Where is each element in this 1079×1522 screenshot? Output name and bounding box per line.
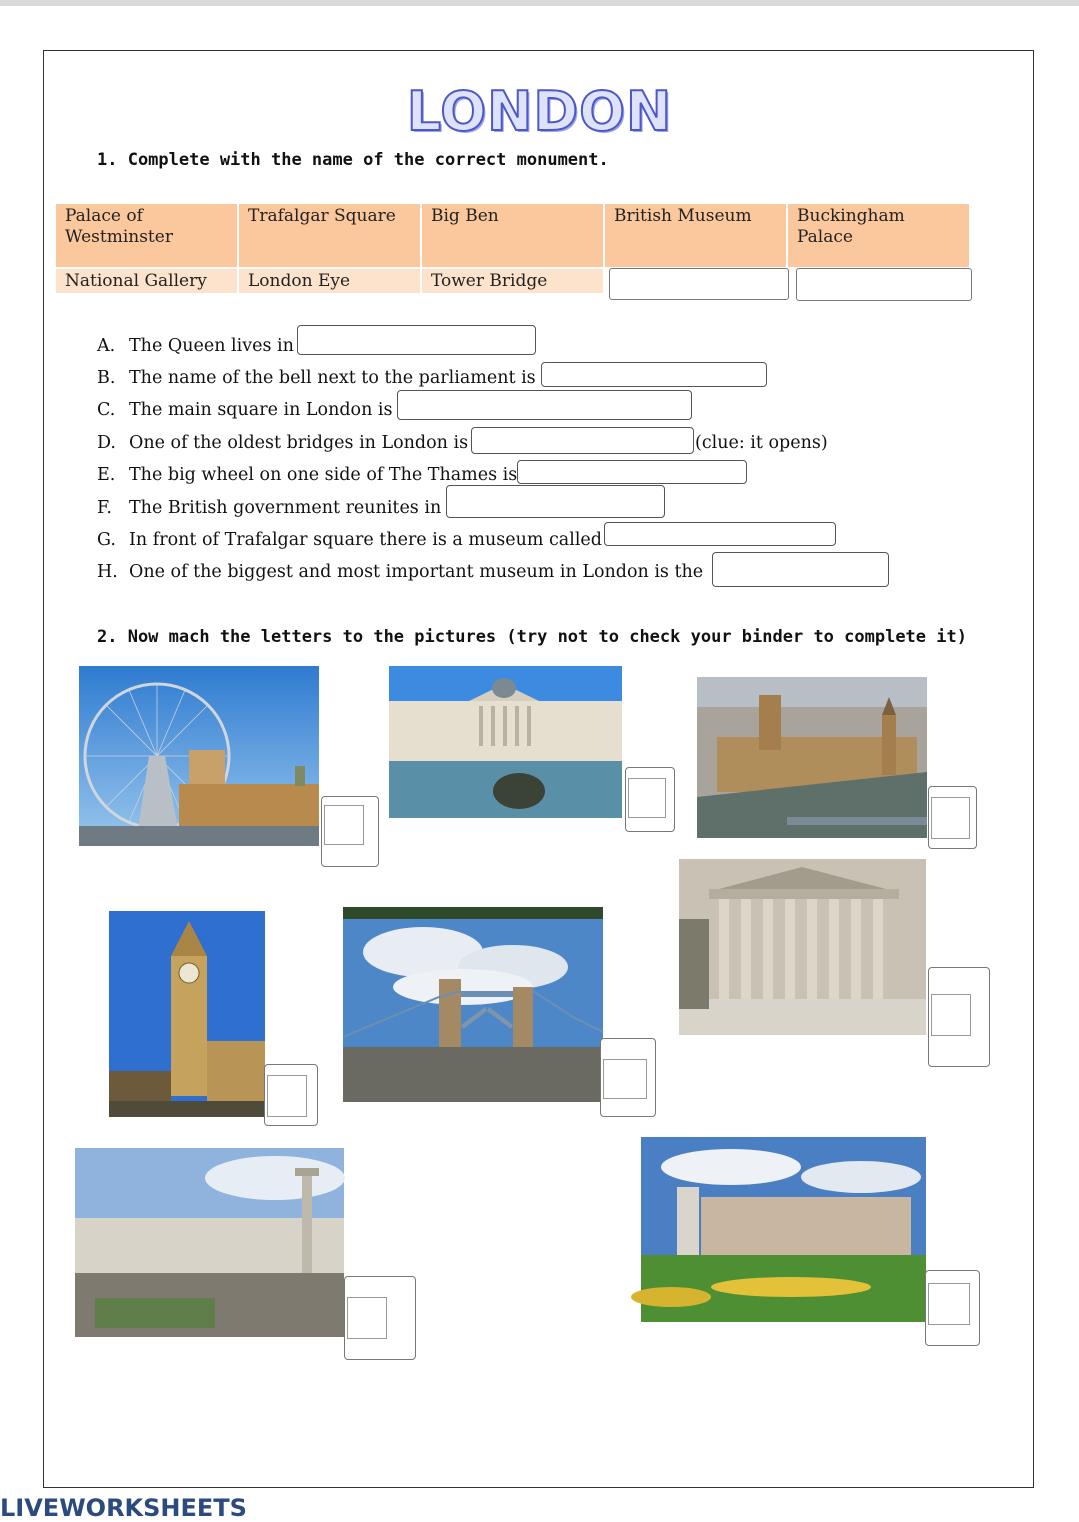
word-bank-cell: Big Ben [422, 204, 603, 267]
question-a [97, 336, 294, 356]
word-bank-blank [796, 268, 972, 301]
picture-answer-box[interactable] [928, 967, 990, 1067]
question-f [97, 498, 441, 518]
question-text: The main square in London is [129, 400, 393, 420]
question-e [97, 465, 517, 485]
liveworksheets-logo: LIVEWORKSHEETS [0, 1494, 247, 1522]
section2-heading: 2. Now mach the letters to the pictures (try not to check your binder to complete it) [97, 627, 967, 647]
question-text: One of the biggest and most important museum in London is the [129, 562, 704, 582]
picture-answer-box[interactable] [264, 1064, 318, 1126]
word-bank-cell: Palace of Westminster [56, 204, 237, 267]
answer-input-b[interactable] [541, 362, 767, 387]
london-eye-photo [79, 666, 319, 846]
word-bank-cell: National Gallery [56, 269, 237, 293]
picture-answer-box[interactable] [600, 1038, 656, 1117]
question-c [97, 400, 393, 420]
picture-answer-box[interactable] [925, 1270, 980, 1346]
answer-input-e[interactable] [517, 460, 747, 484]
big-ben-photo [109, 911, 265, 1117]
answer-input-c[interactable] [397, 390, 692, 420]
picture-answer-box[interactable] [928, 786, 977, 849]
question-text: One of the oldest bridges in London is [129, 433, 469, 453]
picture-answer-box[interactable] [625, 767, 675, 832]
answer-input-h[interactable] [712, 552, 889, 587]
question-clue: (clue: it opens) [695, 433, 828, 453]
question-b [97, 368, 536, 388]
tower-bridge-photo [343, 907, 603, 1102]
section1-heading: 1. Complete with the name of the correct monument. [97, 150, 609, 170]
answer-input-a[interactable] [297, 325, 536, 355]
trafalgar-square-photo [75, 1148, 344, 1337]
answer-input-g[interactable] [604, 522, 836, 546]
word-bank-cell: Tower Bridge [422, 269, 603, 293]
british-museum-photo [679, 859, 926, 1035]
word-bank-blank [609, 268, 789, 300]
question-g [97, 530, 602, 550]
question-h [97, 562, 703, 582]
answer-input-d[interactable] [471, 427, 694, 454]
question-letter: B. [97, 368, 116, 388]
question-d [97, 433, 468, 453]
picture-answer-box[interactable] [321, 796, 379, 867]
buckingham-palace-photo [641, 1137, 926, 1322]
question-letter: F. [97, 498, 112, 518]
question-letter: G. [97, 530, 116, 550]
answer-input-f[interactable] [446, 485, 665, 518]
question-letter: D. [97, 433, 116, 453]
word-bank-cell: Buckingham Palace [788, 204, 969, 267]
question-text: In front of Trafalgar square there is a museum called [129, 530, 602, 550]
word-bank-cell: London Eye [239, 269, 420, 293]
question-letter: H. [97, 562, 118, 582]
word-bank-cell: British Museum [605, 204, 786, 267]
word-bank-cell: Trafalgar Square [239, 204, 420, 267]
question-text: The Queen lives in [129, 336, 294, 356]
question-text: The name of the bell next to the parliament is [129, 368, 536, 388]
question-text: The British government reunites in [129, 498, 442, 518]
question-letter: E. [97, 465, 116, 485]
top-bar [0, 0, 1079, 6]
national-gallery-photo [389, 666, 622, 818]
question-letter: C. [97, 400, 116, 420]
question-text: The big wheel on one side of The Thames is [129, 465, 518, 485]
worksheet-title: LONDON [406, 80, 673, 143]
picture-answer-box[interactable] [344, 1276, 416, 1360]
palace-of-westminster-photo [697, 677, 927, 838]
question-letter: A. [97, 336, 116, 356]
